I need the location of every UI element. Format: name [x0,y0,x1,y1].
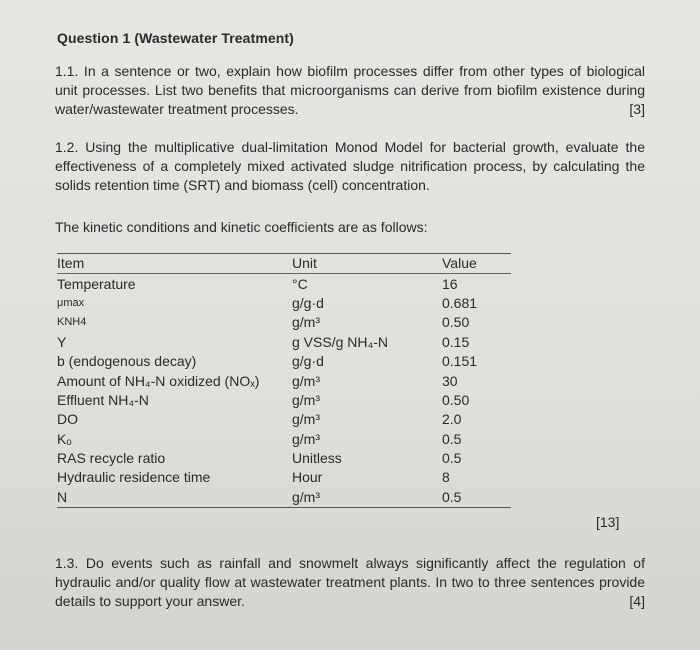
table-cell-unit: g VSS/g NH₄-N [292,333,388,350]
table-cell-item: Hydraulic residence time [57,469,211,486]
table-row [57,468,511,487]
table-cell-value: 30 [442,372,458,389]
question-1-1-marks: [3] [629,101,645,117]
table-cell-value: 16 [442,275,458,292]
table-cell-value: 0.681 [442,294,478,311]
table-cell-item: Effluent NH₄-N [57,391,149,408]
table-cell-value: 0.5 [442,450,462,467]
header-value: Value [442,254,511,274]
table-row [57,371,511,390]
table-cell-unit: g/m³ [292,430,320,447]
table-cell-item: RAS recycle ratio [57,450,166,467]
table-cell-item: Y [57,333,67,350]
table-row [57,352,511,371]
table-row [57,274,511,294]
table-cell-value: 0.5 [442,430,462,447]
table-cell-item: Amount of NH₄-N oxidized (NOₓ) [57,372,260,389]
table-cell-item: DO [57,411,78,428]
table-cell-value: 0.50 [442,391,470,408]
question-title: Question 1 (Wastewater Treatment) [57,30,294,46]
table-cell-value: 2.0 [442,411,462,428]
table-cell-unit: g/m³ [292,372,320,389]
question-1-3-text: 1.3. Do events such as rainfall and snowmelt always significantly affect the regulation of hydraulic and/or quality flow at wastewater treatment plants. In two to three sentences provide details to support your answer. [55,555,645,609]
question-1-1-text: 1.1. In a sentence or two, explain how biofilm processes differ from other types of biological unit processes. List two benefits that microorganisms can derive from biofilm existence during water/wastewater treatment processes. [55,63,645,117]
table-row [57,430,511,449]
table-cell-value: 0.151 [442,353,478,370]
table-cell-value: 8 [442,469,450,486]
table-cell-unit: g/m³ [292,314,320,331]
table-row [57,449,511,468]
table-cell-value: 0.15 [442,333,470,350]
header-unit: Unit [292,254,442,274]
table-cell-unit: °C [292,275,308,292]
table-cell-unit: Unitless [292,450,342,467]
header-item: Item [57,254,292,274]
table-cell-value: 0.5 [442,488,511,508]
table-row [57,333,511,352]
table-cell-unit: g/m³ [292,488,442,508]
table-cell-unit: g/m³ [292,411,320,428]
table-cell-item: Temperature [57,275,136,292]
table-cell-item: KNH4 [57,316,87,329]
table-cell-unit: g/g·d [292,353,324,370]
question-1-2 [55,138,645,195]
table-row [57,391,511,410]
table-row [57,313,511,332]
table-cell-unit: Hour [292,469,323,486]
table-cell-item: Kₒ [57,430,72,447]
table-cell-value: 0.50 [442,314,470,331]
question-1-1 [55,62,645,119]
table-row [57,488,511,508]
question-1-3 [55,554,645,611]
kinetic-table [57,253,511,508]
table-row [57,410,511,429]
table-cell-unit: g/g·d [292,294,324,311]
question-1-2-text: 1.2. Using the multiplicative dual-limitation Monod Model for bacterial growth, evaluate the effectiveness of a completely mixed activated sludge nitrification process, by calculating the solids retention time (SRT) and biomass (cell) concentration. [55,139,645,193]
table-cell-item: N [57,488,292,508]
question-1-2-marks: [13] [596,514,620,530]
table-cell-item: μmax [57,296,85,309]
table-row [57,294,511,313]
table-cell-unit: g/m³ [292,391,320,408]
table-header-row [57,254,511,274]
table-cell-item: b (endogenous decay) [57,353,197,370]
kinetic-intro: The kinetic conditions and kinetic coefficients are as follows: [55,219,428,235]
question-1-3-marks: [4] [629,593,645,609]
